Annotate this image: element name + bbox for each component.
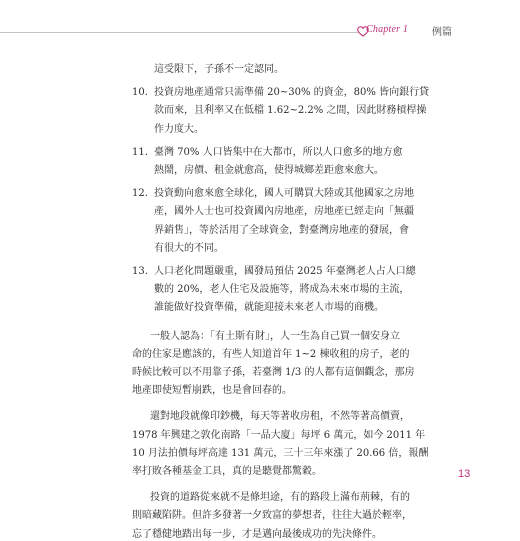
paragraph-line: 10 月法拍價每坪高達 131 萬元，三十三年來漲了 20.66 倍，報酬 xyxy=(132,448,429,459)
paragraph-line: 地產即使短暫崩跌，也是會回春的。 xyxy=(132,385,292,396)
list-item-line: 有很大的不同。 xyxy=(154,243,224,254)
list-item-line: 款而來，且利率又在低檔 1.62~2.2% 之間，因此財務槓桿操 xyxy=(154,105,427,116)
list-item-line: 熱鬧，房價、租金就愈高，使得城鄉差距愈來愈大。 xyxy=(154,165,384,176)
chapter-label: Chapter 1 xyxy=(366,24,409,35)
list-item-line: 誰能做好投資準備，就能迎接未來老人市場的商機。 xyxy=(154,302,384,313)
list-item-line: 數的 20%，老人住宅及設施等，將成為未來市場的主流， xyxy=(154,284,410,295)
list-number: 12. xyxy=(132,188,148,199)
list-item-line: 臺灣 70% 人口皆集中在大都市，所以人口愈多的地方愈 xyxy=(154,147,403,158)
list-item-line: 人口老化問題嚴重，國發局預估 2025 年臺灣老人占人口總 xyxy=(154,266,416,277)
paragraph-line: 一般人認為：「有土斯有財」，人一生為自己買一個安身立 xyxy=(150,331,400,342)
paragraph-line: 1978 年興建之敦化南路「一品大廈」每坪 6 萬元，如今 2011 年 xyxy=(132,430,426,441)
page-number: 13 xyxy=(458,468,471,480)
list-item-line: 投資動向愈來愈全球化，國人可購買大陸或其他國家之房地 xyxy=(154,188,414,199)
list-number: 13. xyxy=(132,266,148,277)
paragraph-line: 忘了穩健地踏出每一步，才是邁向最後成功的先決條件。 xyxy=(132,529,382,540)
paragraph-line: 則暗藏陷阱。但許多發著一夕致富的夢想者，往往大過於輕率， xyxy=(132,510,412,521)
chapter-title: 例篇 xyxy=(432,27,452,38)
list-number: 11. xyxy=(132,147,148,158)
list-item-line: 界銷售」，等於活用了全球資金，對臺灣房地產的發展，會 xyxy=(154,225,409,236)
paragraph-line: 時候比較可以不用靠子孫，若臺灣 1/3 的人都有這個觀念，那房 xyxy=(132,367,415,378)
paragraph-line: 命的住家是應該的，有些人知道首年 1~2 棟收租的房子，老的 xyxy=(132,349,410,360)
paragraph-line: 率打敗各種基金工具，真的是聽覺都驚穀。 xyxy=(132,466,322,477)
header-rule xyxy=(0,32,358,33)
list-item-line: 作力度大。 xyxy=(154,124,204,135)
paragraph-line: 還對地段就像印鈔機，每天等著收房租，不然等著高價賣， xyxy=(150,411,410,422)
list-item-line: 產，國外人士也可投資國內房地產，房地產已經走向「無疆 xyxy=(154,206,414,217)
page-header xyxy=(0,20,520,42)
paragraph-line: 投資的道路從來就不是條坦途，有的路段上滿布荊棘，有的 xyxy=(150,492,410,503)
list-item-continuation: 這受限下，子孫不一定認同。 xyxy=(154,64,284,75)
list-item-line: 投資房地產通常只需準備 20~30% 的資金，80% 皆向銀行貸 xyxy=(154,87,430,98)
list-number: 10. xyxy=(132,87,148,98)
